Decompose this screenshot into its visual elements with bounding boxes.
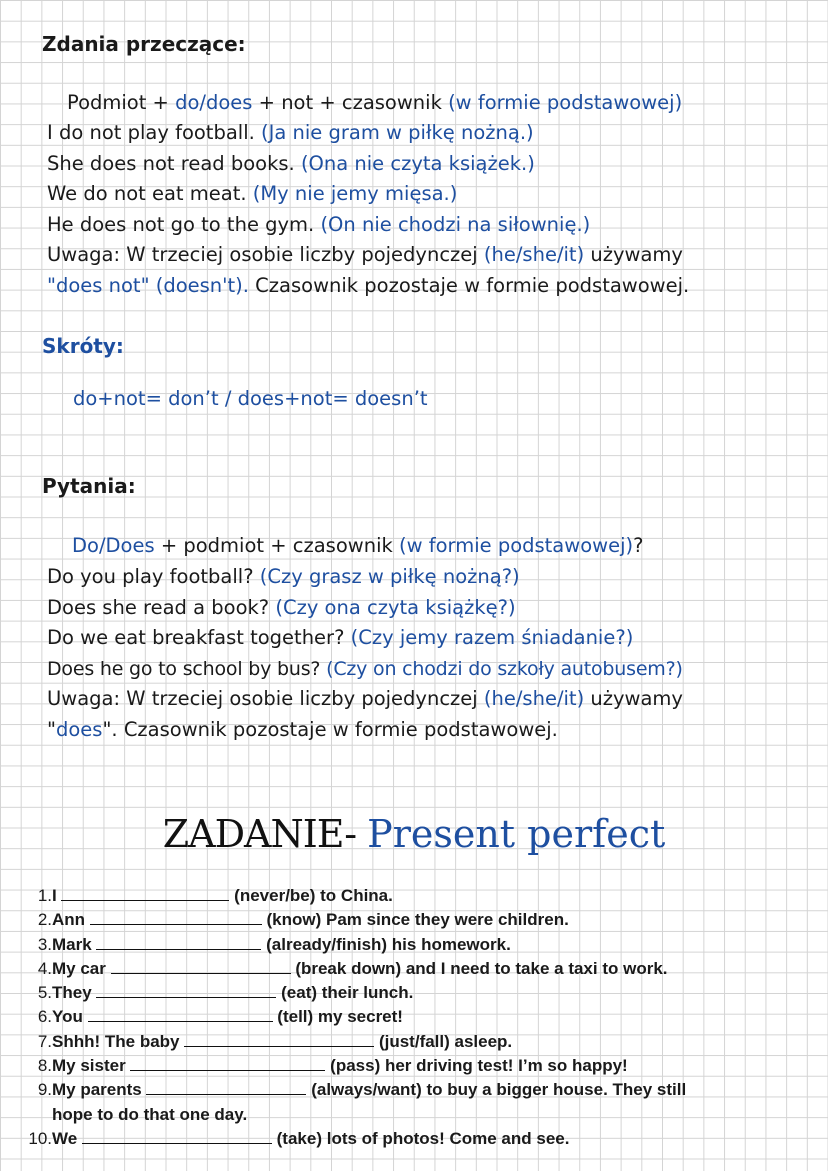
item-rest: (eat) their lunch.: [276, 983, 414, 1003]
exercise-item: [22, 908, 822, 932]
exercise-item: [22, 1078, 822, 1127]
item-number: 1.: [37, 886, 52, 905]
item-subject: My car: [52, 958, 111, 978]
example-polish: (Ona nie czyta książek.): [300, 151, 535, 175]
exercise-item: [22, 981, 822, 1005]
exercise-item: [22, 933, 822, 957]
section-heading-contractions: Skróty:: [42, 334, 124, 358]
example-polish: (Czy grasz w piłkę nożną?): [259, 565, 520, 588]
example-english: I do not play football.: [47, 121, 262, 144]
formula-text: + not + czasownik: [252, 91, 449, 114]
exercise-item: [22, 957, 822, 981]
exercise-item: [22, 1127, 822, 1151]
item-number: 2.: [37, 910, 52, 930]
note-pronouns: (he/she/it): [483, 243, 585, 266]
exercise-item: [22, 1030, 822, 1054]
example-line: [47, 562, 683, 593]
exercise-list: [22, 884, 822, 1151]
formula-auxiliary: do/does: [175, 91, 253, 114]
item-rest: (just/fall) asleep.: [374, 1031, 513, 1051]
note-text: używamy: [584, 243, 683, 266]
answer-blank[interactable]: [130, 1056, 325, 1071]
formula-text: + podmiot + czasownik: [154, 534, 399, 557]
item-number: 7.: [37, 1031, 52, 1051]
example-polish: (On nie chodzi na siłownię.): [320, 212, 591, 236]
item-number: 3.: [37, 934, 52, 954]
example-line: [47, 149, 689, 180]
answer-blank[interactable]: [82, 1129, 272, 1144]
item-rest: (take) lots of photos! Come and see.: [271, 1128, 570, 1148]
question-formula: [72, 531, 643, 562]
exercise-item: [22, 1054, 822, 1078]
example-english: She does not read books.: [47, 151, 301, 175]
answer-blank[interactable]: [184, 1032, 374, 1047]
item-subject: We: [52, 1128, 82, 1148]
example-english: Do you play football?: [47, 565, 260, 588]
example-english: Do we eat breakfast together?: [47, 626, 351, 649]
item-continuation: hope to do that one day.: [52, 1104, 248, 1124]
answer-blank[interactable]: [61, 886, 229, 901]
task-title-topic: Present perfect: [367, 812, 666, 856]
exercise-item: [22, 1005, 822, 1029]
answer-blank[interactable]: [88, 1007, 273, 1022]
item-rest: (pass) her driving test! I’m so happy!: [325, 1056, 628, 1076]
note-form: does: [55, 717, 103, 741]
formula-text: Podmiot +: [67, 91, 176, 114]
note-text: ": [47, 717, 56, 741]
negative-examples: [47, 118, 689, 301]
item-number: 10.: [28, 1128, 52, 1148]
answer-blank[interactable]: [146, 1080, 306, 1095]
exercise-item: [22, 884, 822, 908]
answer-blank[interactable]: [90, 910, 262, 925]
task-title: [0, 812, 828, 856]
example-polish: (Czy ona czyta książkę?): [275, 595, 516, 619]
example-polish: (Czy on chodzi do szkoły autobusem?): [326, 657, 683, 680]
section-heading-questions: Pytania:: [42, 474, 136, 498]
example-line: [47, 623, 683, 654]
item-number: 4.: [37, 958, 52, 978]
task-title-label: ZADANIE-: [162, 812, 368, 856]
example-polish: (Ja nie gram w piłkę nożną.): [261, 121, 534, 144]
example-line: [47, 118, 689, 149]
formula-note: (w formie podstawowej): [398, 534, 634, 557]
note-pronouns: (he/she/it): [483, 687, 585, 710]
question-examples: [47, 562, 683, 745]
item-subject: Ann: [52, 910, 90, 930]
item-number: 6.: [37, 1007, 52, 1027]
note-text: ". Czasownik pozostaje w formie podstawowej.: [102, 717, 558, 741]
item-subject: My parents: [52, 1080, 147, 1100]
example-english: Does she read a book?: [47, 595, 276, 619]
item-rest: (break down) and I need to take a taxi to work.: [290, 958, 668, 978]
note-line: [47, 240, 689, 271]
note-text: Czasownik pozostaje w formie podstawowej.: [248, 273, 690, 297]
item-subject: They: [52, 983, 97, 1003]
example-english: He does not go to the gym.: [47, 212, 321, 236]
item-rest: (know) Pam since they were children.: [261, 910, 569, 930]
note-text: Uwaga: W trzeciej osobie liczby pojedynczej: [47, 687, 484, 710]
example-line: [47, 654, 683, 685]
item-rest: (always/want) to buy a bigger house. They still: [306, 1080, 687, 1100]
item-subject: I: [52, 886, 62, 905]
note-text: Uwaga: W trzeciej osobie liczby pojedynczej: [47, 243, 484, 266]
item-subject: You: [52, 1007, 88, 1027]
item-rest: (tell) my secret!: [272, 1007, 403, 1027]
note-line: [47, 715, 683, 746]
example-english: Does he go to school by bus?: [47, 657, 327, 680]
example-line: [47, 210, 689, 241]
formula-note: (w formie podstawowej): [448, 91, 683, 114]
example-english: We do not eat meat.: [47, 182, 253, 205]
item-subject: My sister: [52, 1056, 131, 1076]
answer-blank[interactable]: [111, 959, 291, 974]
example-polish: (My nie jemy mięsa.): [252, 182, 458, 205]
formula-text: ?: [633, 534, 644, 557]
example-line: [47, 593, 683, 624]
item-subject: Shhh! The baby: [52, 1031, 185, 1051]
formula-auxiliary: Do/Does: [72, 534, 155, 557]
item-rest: (never/be) to China.: [229, 886, 393, 905]
example-line: [47, 179, 689, 210]
item-subject: Mark: [52, 934, 97, 954]
note-line: [47, 684, 683, 715]
item-number: 5.: [37, 983, 52, 1003]
section-heading-negative: Zdania przeczące:: [42, 32, 246, 56]
example-polish: (Czy jemy razem śniadanie?): [350, 626, 634, 649]
item-rest: (already/finish) his homework.: [261, 934, 511, 954]
item-number: 9.: [37, 1080, 52, 1100]
item-number: 8.: [37, 1056, 52, 1076]
contractions-text: do+not= don’t / does+not= doesn’t: [73, 387, 428, 410]
note-form: "does not" (doesn't).: [47, 273, 249, 297]
note-line: [47, 271, 689, 302]
answer-blank[interactable]: [96, 935, 261, 950]
answer-blank[interactable]: [96, 983, 276, 998]
negative-formula: [67, 88, 682, 119]
note-text: używamy: [584, 687, 683, 710]
